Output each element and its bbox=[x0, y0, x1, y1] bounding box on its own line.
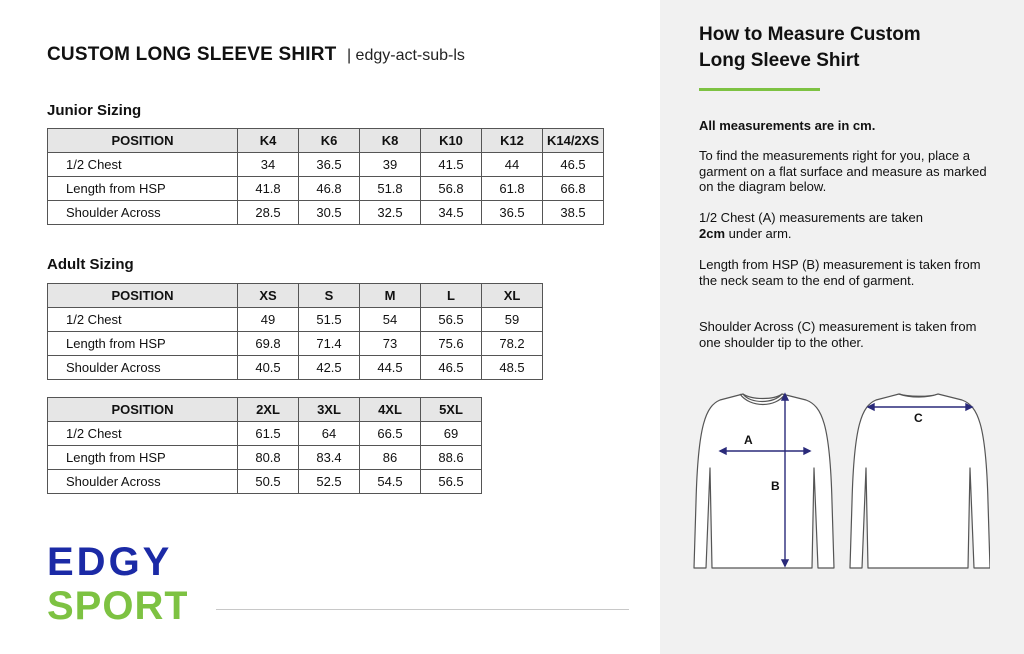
size-value: 59 bbox=[482, 308, 543, 332]
junior-col-position: POSITION bbox=[48, 129, 238, 153]
junior-col-k6: K6 bbox=[299, 129, 360, 153]
instructions-paragraph: To find the measurements right for you, place a garment on a flat surface and measure as marked on the diagram below. bbox=[699, 148, 987, 194]
edgy-sport-logo bbox=[47, 543, 187, 628]
adult-size-table-1 bbox=[47, 283, 543, 380]
row-label: Length from HSP bbox=[48, 446, 238, 470]
size-value: 73 bbox=[360, 332, 421, 356]
logo-line-2: SPORT bbox=[47, 584, 187, 623]
size-value: 66.5 bbox=[360, 422, 421, 446]
adult2-col-4xl: 4XL bbox=[360, 398, 421, 422]
adult1-col-m: M bbox=[360, 284, 421, 308]
adult1-header-row bbox=[48, 284, 543, 308]
row-label: Length from HSP bbox=[48, 332, 238, 356]
adult1-col-l: L bbox=[421, 284, 482, 308]
adult2-col-position: POSITION bbox=[48, 398, 238, 422]
guide-title bbox=[699, 22, 999, 74]
size-value: 86 bbox=[360, 446, 421, 470]
adult1-col-xl: XL bbox=[482, 284, 543, 308]
size-value: 46.5 bbox=[543, 153, 604, 177]
table-row bbox=[48, 332, 543, 356]
size-value: 36.5 bbox=[482, 201, 543, 225]
length-paragraph: Length from HSP (B) measurement is taken from the neck seam to the end of garment. bbox=[699, 257, 981, 288]
adult1-col-xs: XS bbox=[238, 284, 299, 308]
size-value: 34 bbox=[238, 153, 299, 177]
adult1-col-position: POSITION bbox=[48, 284, 238, 308]
table-row bbox=[48, 308, 543, 332]
adult-size-table-2 bbox=[47, 397, 482, 494]
product-code: | edgy-act-sub-ls bbox=[346, 47, 465, 64]
table-row bbox=[48, 153, 604, 177]
size-value: 42.5 bbox=[299, 356, 360, 380]
size-value: 50.5 bbox=[238, 470, 299, 494]
table-row bbox=[48, 446, 482, 470]
size-value: 61.5 bbox=[238, 422, 299, 446]
size-value: 54 bbox=[360, 308, 421, 332]
junior-col-k14-2xs: K14/2XS bbox=[543, 129, 604, 153]
guide-title-line-1: How to Measure Custom bbox=[699, 24, 921, 45]
junior-size-table bbox=[47, 128, 604, 225]
measure-guide-panel bbox=[660, 0, 1024, 654]
size-value: 71.4 bbox=[299, 332, 360, 356]
size-value: 34.5 bbox=[421, 201, 482, 225]
size-value: 83.4 bbox=[299, 446, 360, 470]
row-label: 1/2 Chest bbox=[48, 308, 238, 332]
size-value: 30.5 bbox=[299, 201, 360, 225]
size-value: 39 bbox=[360, 153, 421, 177]
size-value: 32.5 bbox=[360, 201, 421, 225]
table-row bbox=[48, 356, 543, 380]
size-value: 88.6 bbox=[421, 446, 482, 470]
size-value: 51.8 bbox=[360, 177, 421, 201]
size-value: 56.8 bbox=[421, 177, 482, 201]
page-title: CUSTOM LONG SLEEVE SHIRT bbox=[47, 44, 337, 65]
junior-col-k4: K4 bbox=[238, 129, 299, 153]
size-value: 69 bbox=[421, 422, 482, 446]
table-row bbox=[48, 201, 604, 225]
title-row bbox=[47, 44, 465, 66]
chest-paragraph bbox=[699, 210, 999, 241]
adult-heading: Adult Sizing bbox=[47, 256, 134, 273]
accent-rule bbox=[699, 88, 820, 91]
size-value: 44 bbox=[482, 153, 543, 177]
row-label: Length from HSP bbox=[48, 177, 238, 201]
shoulder-paragraph: Shoulder Across (C) measurement is taken from one shoulder tip to the other. bbox=[699, 319, 977, 350]
size-value: 52.5 bbox=[299, 470, 360, 494]
table-row bbox=[48, 422, 482, 446]
units-note: All measurements are in cm. bbox=[699, 118, 876, 133]
size-value: 41.8 bbox=[238, 177, 299, 201]
row-label: 1/2 Chest bbox=[48, 153, 238, 177]
label-a: A bbox=[744, 433, 753, 447]
size-value: 66.8 bbox=[543, 177, 604, 201]
size-value: 78.2 bbox=[482, 332, 543, 356]
footer-divider bbox=[216, 609, 629, 610]
size-value: 69.8 bbox=[238, 332, 299, 356]
row-label: Shoulder Across bbox=[48, 356, 238, 380]
size-value: 54.5 bbox=[360, 470, 421, 494]
adult2-col-3xl: 3XL bbox=[299, 398, 360, 422]
adult2-col-5xl: 5XL bbox=[421, 398, 482, 422]
size-value: 51.5 bbox=[299, 308, 360, 332]
size-value: 28.5 bbox=[238, 201, 299, 225]
table-row bbox=[48, 177, 604, 201]
size-value: 38.5 bbox=[543, 201, 604, 225]
size-value: 48.5 bbox=[482, 356, 543, 380]
size-value: 64 bbox=[299, 422, 360, 446]
row-label: Shoulder Across bbox=[48, 201, 238, 225]
junior-heading: Junior Sizing bbox=[47, 102, 142, 119]
junior-header-row bbox=[48, 129, 604, 153]
size-value: 56.5 bbox=[421, 308, 482, 332]
junior-col-k12: K12 bbox=[482, 129, 543, 153]
adult2-col-2xl: 2XL bbox=[238, 398, 299, 422]
chest-offset: 2cm bbox=[699, 225, 726, 241]
chest-text-end: under arm. bbox=[728, 225, 792, 241]
size-value: 46.5 bbox=[421, 356, 482, 380]
adult1-col-s: S bbox=[299, 284, 360, 308]
size-value: 80.8 bbox=[238, 446, 299, 470]
size-value: 36.5 bbox=[299, 153, 360, 177]
row-label: 1/2 Chest bbox=[48, 422, 238, 446]
chest-text: 1/2 Chest (A) measurements are taken bbox=[699, 210, 923, 225]
logo-line-1: EDGY bbox=[47, 543, 173, 584]
label-b: B bbox=[771, 479, 780, 493]
shirt-front bbox=[694, 394, 834, 568]
size-value: 44.5 bbox=[360, 356, 421, 380]
row-label: Shoulder Across bbox=[48, 470, 238, 494]
size-value: 40.5 bbox=[238, 356, 299, 380]
size-value: 61.8 bbox=[482, 177, 543, 201]
measurement-diagram bbox=[690, 382, 990, 577]
junior-col-k10: K10 bbox=[421, 129, 482, 153]
size-value: 46.8 bbox=[299, 177, 360, 201]
size-value: 41.5 bbox=[421, 153, 482, 177]
table-row bbox=[48, 470, 482, 494]
adult2-header-row bbox=[48, 398, 482, 422]
size-value: 56.5 bbox=[421, 470, 482, 494]
guide-title-line-2: Long Sleeve Shirt bbox=[699, 50, 860, 71]
label-c: C bbox=[914, 411, 923, 425]
size-value: 49 bbox=[238, 308, 299, 332]
junior-col-k8: K8 bbox=[360, 129, 421, 153]
size-value: 75.6 bbox=[421, 332, 482, 356]
